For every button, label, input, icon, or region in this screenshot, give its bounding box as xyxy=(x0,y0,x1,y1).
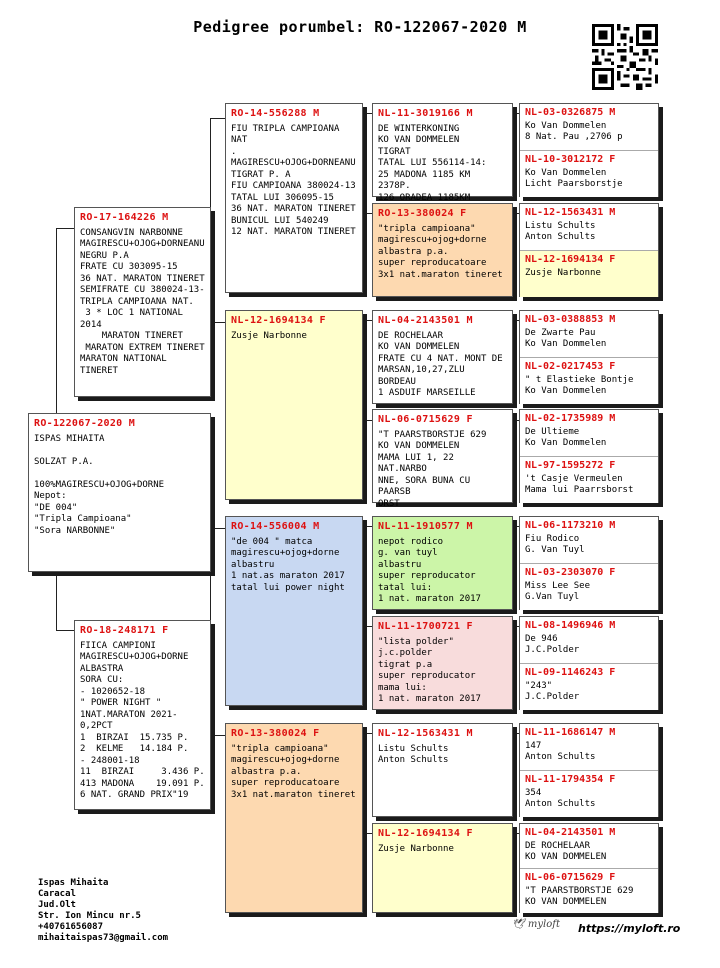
pigeon-notes: FIICA CAMPIONI MAGIRESCU+OJOG+DORNE ALBASTRA SORA CU: - 1020652-18 " POWER NIGHT " 1NAT.MARATON 2021-0,2PCT 1 BIRZAI 15.735 P. 2 KELME 14.184 P. - 248001-18 11 BIRZAI 3.436 P. 413 MADONA 19.091 P. 6 NAT. GRAND PRIX"19 xyxy=(80,640,205,800)
pigeon-ring-id: NL-02-1735989 M xyxy=(525,413,616,424)
gen3-sire-dam-card[interactable] xyxy=(225,310,363,500)
gen5-card-6[interactable] xyxy=(520,357,658,404)
pigeon-ring-id: NL-11-3019166 M xyxy=(378,108,473,119)
pigeon-ring-id: NL-06-1173210 M xyxy=(525,520,616,531)
gen5-pair-5 xyxy=(519,516,659,610)
gen5-pair-4 xyxy=(519,409,659,503)
pigeon-notes: 147 Anton Schults xyxy=(525,740,596,762)
pigeon-ring-id: NL-12-1694134 F xyxy=(378,828,473,839)
pigeon-ring-id: NL-04-2143501 M xyxy=(525,827,616,838)
gen5-pair-6 xyxy=(519,616,659,710)
pigeon-notes: DE ROCHELAAR KO VAN DOMMELEN FRATE CU 4 NAT. MONT DE MARSAN,10,27,ZLU BORDEAU 1 ASDUIF MARSEILLE xyxy=(378,330,503,398)
pigeon-notes: Zusje Narbonne xyxy=(525,267,601,278)
gen4-card-3[interactable] xyxy=(372,310,513,404)
gen5-card-1[interactable] xyxy=(520,104,658,149)
page-title: Pedigree porumbel: RO-122067-2020 M xyxy=(193,18,527,36)
gen5-card-14[interactable] xyxy=(520,770,658,817)
pigeon-ring-id: NL-02-0217453 F xyxy=(525,361,616,372)
pigeon-ring-id: NL-04-2143501 M xyxy=(378,315,473,326)
website-link[interactable]: https://myloft.ro xyxy=(578,922,681,935)
myloft-logo xyxy=(512,919,560,930)
gen5-pair-1 xyxy=(519,103,659,197)
pigeon-ring-id: NL-06-0715629 F xyxy=(525,872,616,883)
bird-logo-icon: 🕊 xyxy=(512,919,525,930)
pigeon-notes: " t Elastieke Bontje Ko Van Dommelen xyxy=(525,374,634,396)
pigeon-notes: "tripla campioana" magirescu+ojog+dorne albastra p.a. super reproducatoare 3x1 nat.maraton tineret xyxy=(378,223,503,280)
pigeon-notes: Zusje Narbonne xyxy=(231,330,307,341)
pigeon-notes: "T PAARSTBORSTJE 629 KO VAN DOMMELEN xyxy=(525,885,634,907)
pigeon-ring-id: NL-12-1563431 M xyxy=(525,207,616,218)
gen4-card-6[interactable] xyxy=(372,616,513,710)
gen4-card-7[interactable] xyxy=(372,723,513,817)
pigeon-ring-id: NL-08-1496946 M xyxy=(525,620,616,631)
pigeon-notes: Ko Van Dommelen 8 Nat. Pau ,2706 p xyxy=(525,120,623,142)
pigeon-ring-id: NL-11-1794354 F xyxy=(525,774,616,785)
pigeon-ring-id: NL-12-1694134 F xyxy=(525,254,616,265)
pigeon-notes: De Ultieme Ko Van Dommelen xyxy=(525,426,607,448)
gen5-card-15[interactable] xyxy=(520,824,658,867)
gen4-card-4[interactable] xyxy=(372,409,513,509)
pigeon-ring-id: NL-03-2303070 F xyxy=(525,567,616,578)
pigeon-notes: DE WINTERKONING KO VAN DOMMELEN TIGRAT TATAL LUI 556114-14: 25 MADONA 1185 KM 2378P. 126 ORADEA 1185KM xyxy=(378,123,487,203)
pigeon-ring-id: RO-122067-2020 M xyxy=(34,418,136,429)
gen5-card-16[interactable] xyxy=(520,868,658,913)
pigeon-ring-id: RO-14-556288 M xyxy=(231,108,320,119)
dam-card[interactable] xyxy=(74,620,211,810)
pigeon-notes: DE ROCHELAAR KO VAN DOMMELEN xyxy=(525,840,607,862)
gen3-sire-sire-card[interactable] xyxy=(225,103,363,293)
qr-code-icon xyxy=(592,24,658,90)
gen5-pair-2 xyxy=(519,203,659,297)
pigeon-notes: "tripla campioana" magirescu+ojog+dorne albastra p.a. super reproducatoare 3x1 nat.maraton tineret xyxy=(231,743,356,800)
gen5-card-2[interactable] xyxy=(520,150,658,197)
gen5-card-8[interactable] xyxy=(520,456,658,503)
pigeon-ring-id: NL-12-1563431 M xyxy=(378,728,473,739)
pigeon-ring-id: NL-97-1595272 F xyxy=(525,460,616,471)
pigeon-notes: "lista polder" j.c.polder tigrat p.a super reproducator mama lui: 1 nat. maraton 2017 xyxy=(378,636,481,704)
gen5-pair-3 xyxy=(519,310,659,404)
pigeon-notes: Ko Van Dommelen Licht Paarsborstje xyxy=(525,167,623,189)
pigeon-ring-id: NL-03-0326875 M xyxy=(525,107,616,118)
pigeon-notes: Listu Schults Anton Schults xyxy=(378,743,449,765)
gen5-card-3[interactable] xyxy=(520,204,658,249)
owner-contact: Ispas Mihaita Caracal Jud.Olt Str. Ion Mincu nr.5 +40761656087 mihaitaispas73@gmail.com xyxy=(38,878,169,943)
gen5-card-9[interactable] xyxy=(520,517,658,562)
pigeon-notes: nepot rodico g. van tuyl albastru super reproducator tatal lui: 1 nat. maraton 2017 xyxy=(378,536,481,604)
pigeon-ring-id: NL-10-3012172 F xyxy=(525,154,616,165)
pigeon-ring-id: NL-11-1686147 M xyxy=(525,727,616,738)
gen5-card-5[interactable] xyxy=(520,311,658,356)
pigeon-notes: De Zwarte Pau Ko Van Dommelen xyxy=(525,327,607,349)
pigeon-notes: "T PAARSTBORSTJE 629 KO VAN DOMMELEN MAMA LUI 1, 22 NAT.NARBO NNE, SORA BUNA CU PAARSB ORST xyxy=(378,429,487,509)
pigeon-notes: FIU TRIPLA CAMPIOANA NAT . MAGIRESCU+OJOG+DORNEANU TIGRAT P. A FIU CAMPIOANA 380024-13 TATAL LUI 306095-15 36 NAT. MARATON TINERET BUNICUL LUI 540249 12 NAT. MARATON TINERET xyxy=(231,123,356,237)
gen5-card-4[interactable] xyxy=(520,250,658,297)
pigeon-ring-id: RO-14-556004 M xyxy=(231,521,320,532)
pigeon-ring-id: NL-12-1694134 F xyxy=(231,315,326,326)
gen5-pair-8 xyxy=(519,823,659,913)
logo-text: myloft xyxy=(527,919,560,930)
pigeon-notes: CONSANGVIN NARBONNE MAGIRESCU+OJOG+DORNEANU NEGRU P.A FRATE CU 303095-15 36 NAT. MARATON TINERET SEMIFRATE CU 380024-13- TRIPLA CAMPIOANA NAT. 3 * LOC 1 NATIONAL 2014 MARATON TINERET MARATON EXTREM TINERET MARATON NATIONAL TINERET xyxy=(80,227,205,376)
pigeon-ring-id: NL-09-1146243 F xyxy=(525,667,616,678)
pigeon-ring-id: RO-13-380024 F xyxy=(378,208,467,219)
gen3-dam-sire-card[interactable] xyxy=(225,516,363,706)
gen5-card-11[interactable] xyxy=(520,617,658,662)
gen4-card-2[interactable] xyxy=(372,203,513,297)
pigeon-notes: Miss Lee See G.Van Tuyl xyxy=(525,580,591,602)
pigeon-notes: Listu Schults Anton Schults xyxy=(525,220,596,242)
pigeon-ring-id: RO-13-380024 F xyxy=(231,728,320,739)
pigeon-ring-id: NL-03-0388853 M xyxy=(525,314,616,325)
gen5-pair-7 xyxy=(519,723,659,817)
gen5-card-13[interactable] xyxy=(520,724,658,769)
subject-pigeon-card[interactable] xyxy=(28,413,211,572)
gen3-dam-dam-card[interactable] xyxy=(225,723,363,913)
pigeon-notes: 354 Anton Schults xyxy=(525,787,596,809)
pigeon-notes: Zusje Narbonne xyxy=(378,843,454,854)
gen5-card-10[interactable] xyxy=(520,563,658,610)
gen5-card-12[interactable] xyxy=(520,663,658,710)
pigeon-ring-id: RO-18-248171 F xyxy=(80,625,169,636)
pigeon-ring-id: RO-17-164226 M xyxy=(80,212,169,223)
pigeon-notes: "de 004 " matca magirescu+ojog+dorne albastru 1 nat.as maraton 2017 tatal lui power night xyxy=(231,536,345,593)
pigeon-notes: 't Casje Vermeulen Mama lui Paarrsborst xyxy=(525,473,634,495)
pigeon-ring-id: NL-06-0715629 F xyxy=(378,414,473,425)
gen4-card-1[interactable] xyxy=(372,103,513,203)
gen4-card-5[interactable] xyxy=(372,516,513,610)
sire-card[interactable] xyxy=(74,207,211,397)
gen4-card-8[interactable] xyxy=(372,823,513,913)
pigeon-ring-id: NL-11-1700721 F xyxy=(378,621,473,632)
gen5-card-7[interactable] xyxy=(520,410,658,455)
pigeon-notes: "243" J.C.Polder xyxy=(525,680,580,702)
pigeon-notes: Fiu Rodico G. Van Tuyl xyxy=(525,533,585,555)
pigeon-notes: ISPAS MIHAITA SOLZAT P.A. 100%MAGIRESCU+OJOG+DORNE Nepot: "DE 004" "Tripla Campioana" "Sora NARBONNE" xyxy=(34,433,165,536)
pigeon-ring-id: NL-11-1910577 M xyxy=(378,521,473,532)
pigeon-notes: De 946 J.C.Polder xyxy=(525,633,580,655)
